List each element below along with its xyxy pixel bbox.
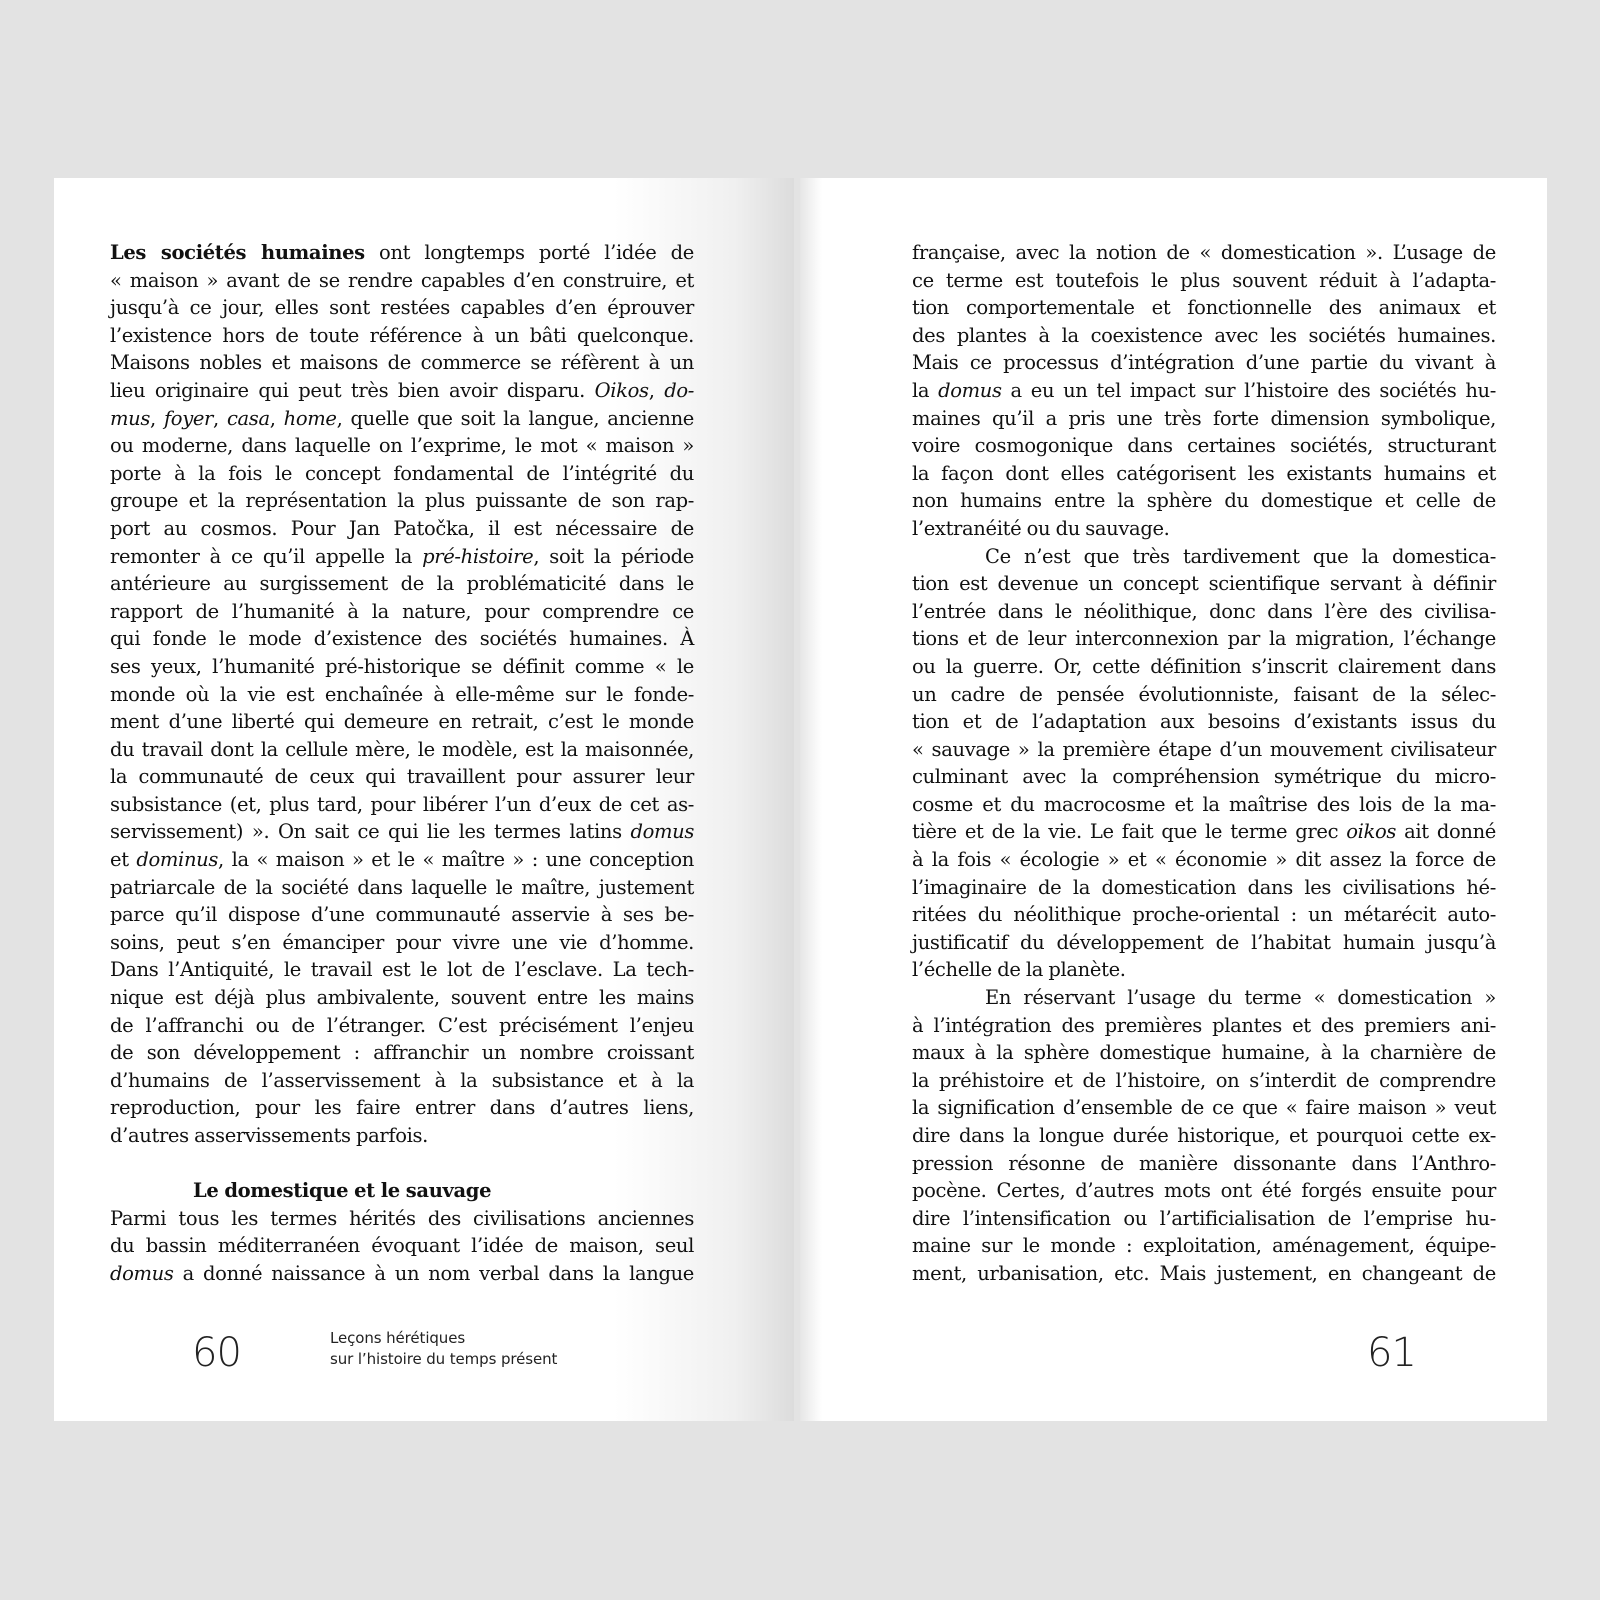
text-line: l’entrée dans le néolithique, donc dans l’ère des civilisa- (912, 599, 1496, 623)
text-line: l’imaginaire de la domestication dans les civilisations hé- (912, 875, 1496, 899)
text-line: française, avec la notion de « domestication ». L’usage de (912, 241, 1496, 264)
text-line: jusqu’à ce jour, elles sont restées capables d’en éprouver (110, 296, 694, 320)
text-line: tion est devenue un concept scientifique servant à définir (912, 572, 1496, 596)
lead-in-rest: ont longtemps porté l’idée de (364, 241, 694, 264)
text-line: parce qu’il dispose d’une communauté asservie à ses be- (110, 903, 694, 927)
text-line: la signification d’ensemble de ce que « faire maison » veut (912, 1096, 1496, 1120)
text-line: cosme et du macrocosme et la maîtrise des lois de la ma- (912, 792, 1496, 816)
text-line: servissement) ». On sait ce qui lie les termes latins domus (110, 820, 694, 844)
text-line: tière et de la vie. Le fait que le terme grec oikos ait donné (912, 820, 1496, 844)
text-line: l’extranéité ou du sauvage. (912, 516, 1170, 540)
text-line: maines qu’il a pris une très forte dimension symbolique, (912, 406, 1496, 430)
text-line: l’échelle de la planète. (912, 958, 1126, 982)
text-line: la domus a eu un tel impact sur l’histoire des sociétés hu- (912, 378, 1496, 402)
text-line: non humains entre la sphère du domestique et celle de (912, 489, 1496, 513)
text-line: Parmi tous les termes hérités des civilisations anciennes (110, 1206, 694, 1230)
text-line: de l’affranchi ou de l’étranger. C’est précisément l’enjeu (110, 1013, 694, 1037)
text-line: port au cosmos. Pour Jan Patočka, il est nécessaire de (110, 516, 694, 540)
text-line: subsistance (et, plus tard, pour libérer l’un d’eux de cet as- (110, 792, 694, 816)
text-line: ritées du néolithique proche-oriental : un métarécit auto- (912, 903, 1496, 927)
text-line: Mais ce processus d’intégration d’une partie du vivant à (912, 351, 1496, 375)
lead-in: Les sociétés humaines (110, 241, 365, 264)
text-line: ses yeux, l’humanité pré-historique se définit comme « le (110, 654, 694, 678)
text-line: d’humains de l’asservissement à la subsistance et à la (110, 1068, 694, 1092)
page-number-left: 60 (192, 1330, 241, 1376)
text-line: l’existence hors de toute référence à un bâti quelconque. (110, 323, 694, 347)
running-title-line: Leçons hérétiques (330, 1329, 466, 1347)
text-line: et dominus, la « maison » et le « maître » : une conception (110, 848, 694, 872)
text-line (110, 239, 694, 267)
text-line: pression résonne de manière dissonante dans l’Anthro- (912, 1151, 1496, 1175)
text-line: domus a donné naissance à un nom verbal dans la langue (110, 1261, 694, 1285)
text-line: la communauté de ceux qui travaillent pour assurer leur (110, 765, 694, 789)
right-body-text (912, 239, 1496, 1288)
text-line: nique est déjà plus ambivalente, souvent entre les mains (110, 986, 694, 1010)
text-line: soins, peut s’en émanciper pour vivre une vie d’homme. (110, 930, 694, 954)
text-line: ce terme est toutefois le plus souvent réduit à l’adapta- (912, 268, 1496, 292)
text-line: culminant avec la compréhension symétrique du micro- (912, 765, 1496, 789)
right-page (800, 178, 1547, 1421)
text-line: voire cosmogonique dans certaines sociétés, structurant (912, 434, 1496, 458)
text-line: rapport de l’humanité à la nature, pour comprendre ce (110, 599, 694, 623)
text-line: lieu originaire qui peut très bien avoir disparu. Oikos, do- (110, 378, 694, 402)
left-body-text (110, 239, 694, 1288)
text-line: justificatif du développement de l’habitat humain jusqu’à (912, 930, 1496, 954)
text-line: la façon dont elles catégorisent les existants humains et (912, 461, 1496, 485)
text-line: tion comportementale et fonctionnelle des animaux et (912, 296, 1496, 320)
running-title-line: sur l’histoire du temps présent (330, 1350, 558, 1368)
section-heading: Le domestique et le sauvage (193, 1179, 492, 1203)
running-title (330, 1328, 557, 1370)
text-line: antérieure au surgissement de la problématicité dans le (110, 572, 694, 596)
text-line: Dans l’Antiquité, le travail est le lot de l’esclave. La tech- (110, 958, 694, 982)
text-line: « sauvage » la première étape d’un mouvement civilisateur (912, 737, 1496, 761)
text-line: mus, foyer, casa, home, quelle que soit la langue, ancienne (110, 406, 694, 430)
text-line: pocène. Certes, d’autres mots ont été forgés ensuite pour (912, 1179, 1496, 1203)
text-line: de son développement : affranchir un nombre croissant (110, 1041, 694, 1065)
text-line: « maison » avant de se rendre capables d’en construire, et (110, 268, 694, 292)
text-line: ou la guerre. Or, cette définition s’inscrit clairement dans (912, 654, 1496, 678)
text-line: Maisons nobles et maisons de commerce se réfèrent à un (110, 351, 694, 375)
text-line: maine sur le monde : exploitation, aménagement, équipe- (912, 1234, 1496, 1258)
text-line: En réservant l’usage du terme « domestication » (985, 986, 1496, 1010)
text-line: ment d’une liberté qui demeure en retrait, c’est le monde (110, 710, 694, 734)
text-line: à l’intégration des premières plantes et des premiers ani- (912, 1013, 1496, 1037)
text-line: qui fonde le mode d’existence des sociétés humaines. À (110, 627, 694, 651)
text-line: maux à la sphère domestique humaine, à la charnière de (912, 1041, 1496, 1065)
text-line: ment, urbanisation, etc. Mais justement, en changeant de (912, 1261, 1496, 1285)
text-line: dire dans la longue durée historique, et pourquoi cette ex- (912, 1124, 1496, 1147)
text-line: monde où la vie est enchaînée à elle-même sur le fonde- (110, 682, 694, 706)
text-line: Ce n’est que très tardivement que la domestica- (985, 544, 1496, 568)
text-line: dire l’intensification ou l’artificialisation de l’emprise hu- (912, 1206, 1496, 1230)
text-line: du bassin méditerranéen évoquant l’idée de maison, seul (110, 1234, 694, 1258)
left-page (54, 178, 794, 1421)
text-line: patriarcale de la société dans laquelle le maître, justement (110, 875, 694, 899)
text-line: reproduction, pour les faire entrer dans d’autres liens, (110, 1096, 694, 1120)
text-line: ou moderne, dans laquelle on l’exprime, le mot « maison » (110, 434, 694, 458)
text-line: des plantes à la coexistence avec les sociétés humaines. (912, 323, 1496, 347)
text-line: porte à la fois le concept fondamental de l’intégrité du (110, 461, 694, 485)
text-line: groupe et la représentation la plus puissante de son rap- (110, 489, 694, 513)
text-line: tion et de l’adaptation aux besoins d’existants issus du (912, 710, 1496, 734)
text-line: la préhistoire et de l’histoire, on s’interdit de comprendre (912, 1068, 1496, 1092)
text-line: à la fois « écologie » et « économie » dit assez la force de (912, 848, 1496, 872)
text-line: remonter à ce qu’il appelle la pré-histoire, soit la période (110, 544, 695, 568)
page-number-right: 61 (1367, 1330, 1416, 1376)
text-line: tions et de leur interconnexion par la migration, l’échange (912, 627, 1496, 651)
text-line: un cadre de pensée évolutionniste, faisant de la sélec- (912, 682, 1496, 706)
text-line: du travail dont la cellule mère, le modèle, est la maisonnée, (110, 737, 694, 761)
text-line: d’autres asservissements parfois. (110, 1124, 428, 1147)
